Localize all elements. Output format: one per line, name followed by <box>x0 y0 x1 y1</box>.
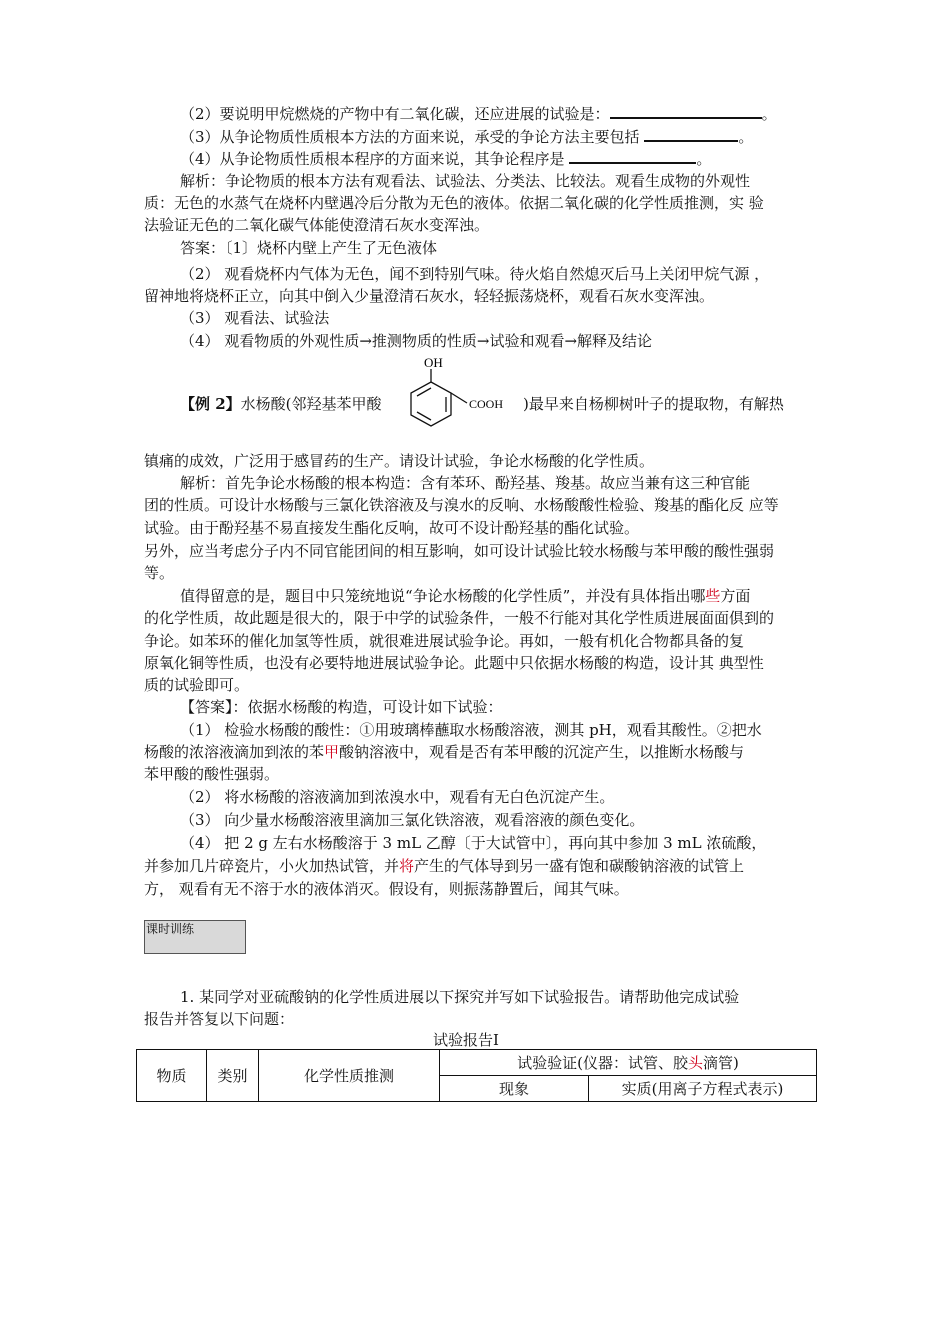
header-verify: 试验验证(仪器：试管、胶头滴管) <box>440 1050 817 1076</box>
note-line: 质的试验即可。 <box>144 676 250 694</box>
example-2-line2: 镇痛的成效，广泛用于感冒药的生产。请设计试验，争论水杨酸的化学性质。 <box>144 452 655 470</box>
note-line: 值得留意的是，题目中只笼统地说“争论水杨酸的化学性质”，并没有具体指出哪些方面 <box>180 587 751 605</box>
question-2: （2）要说明甲烷燃烧的产物中有二氧化碳，还应进展的试验是： 。 <box>180 105 777 123</box>
salicylic-acid-structure <box>405 356 525 444</box>
question-3: （3）从争论物质性质根本方法的方面来说，承受的争论方法主要包括 。 <box>180 128 754 146</box>
example-2-line: 【例 2】水杨酸(邻羟基苯甲酸 <box>180 395 382 413</box>
answer-line: 方， 观看有无不溶于水的液体消灭。假设有，则振荡静置后，闻其气味。 <box>144 880 629 898</box>
analysis-line: 等。 <box>144 564 175 582</box>
report-title: 试验报告Ⅰ <box>433 1031 499 1049</box>
note-line: 的化学性质，故此题是很大的，限于中学的试验条件，一般不行能对其化学性质进展面面俱到的 <box>144 609 775 627</box>
answer-blank <box>610 103 762 119</box>
analysis-line: 试验。由于酚羟基不易直接发生酯化反响，故可不设计酚羟基的酯化试验。 <box>144 519 640 537</box>
question-1: 1. 某同学对亚硫酸钠的化学性质进展以下探究并写如下试验报告。请帮助他完成试验 <box>180 988 740 1006</box>
answer-line: 答案：〔1〕烧杯内壁上产生了无色液体 <box>180 239 438 257</box>
section-tag: 课时训练 <box>144 920 246 954</box>
header-substance: 物质 <box>137 1050 207 1102</box>
answer-blank <box>644 126 738 142</box>
answer-line: （3） 向少量水杨酸溶液里滴加三氯化铁溶液，观看溶液的颜色变化。 <box>180 811 645 829</box>
header-phenomenon: 现象 <box>440 1076 589 1102</box>
example-label: 【例 2】 <box>180 395 241 413</box>
note-line: 原氧化铜等性质，也没有必要特地进展试验争论。此题中只依据水杨酸的构造，设计其 典型性 <box>144 654 764 672</box>
answer-line: （2） 将水杨酸的溶液滴加到浓溴水中，观看有无白色沉淀产生。 <box>180 788 615 806</box>
analysis-line: 团的性质。可设计水杨酸与三氯化铁溶液及与溴水的反响、水杨酸酸性检验、羧基的酯化反 应等 <box>144 496 779 514</box>
analysis-line: 解析：争论物质的根本方法有观看法、试验法、分类法、比较法。观看生成物的外观性 <box>180 172 751 190</box>
answer-line: 并参加几片碎瓷片，小火加热试管，并将产生的气体导到另一盛有饱和碳酸钠溶液的试管上 <box>144 857 745 875</box>
oh-label: OH <box>424 356 443 370</box>
answer-line: （4） 把 2 g 左右水杨酸溶于 3 mL 乙醇〔于大试管中〕，再向其中参加 3 mL 浓硫酸， <box>180 834 767 852</box>
analysis-line: 解析：首先争论水杨酸的根本构造：含有苯环、酚羟基、羧基。故应当兼有这三种官能 <box>180 474 751 492</box>
analysis-line: 质：无色的水蒸气在烧杯内壁遇冷后分散为无色的液体。依据二氧化碳的化学性质推测，实 验 <box>144 194 764 212</box>
example-2-continued: )最早来自杨柳树叶子的提取物，有解热 <box>523 395 784 413</box>
answer-line: 留神地将烧杯正立，向其中倒入少量澄清石灰水，轻轻振荡烧杯，观看石灰水变浑浊。 <box>144 287 715 305</box>
report-table <box>136 1049 817 1102</box>
answer-line: （3） 观看法、试验法 <box>180 309 330 327</box>
answer-line: （1） 检验水杨酸的酸性：①用玻璃棒蘸取水杨酸溶液，测其 pH，观看其酸性。②把水 <box>180 721 762 739</box>
analysis-line: 法验证无色的二氧化碳气体能使澄清石灰水变浑浊。 <box>144 216 490 234</box>
question-4: （4）从争论物质性质根本程序的方面来说，其争论程序是 。 <box>180 150 712 168</box>
header-predict: 化学性质推测 <box>259 1050 440 1102</box>
header-category: 类别 <box>207 1050 259 1102</box>
question-1: 报告并答复以下问题： <box>144 1010 295 1028</box>
analysis-line: 另外，应当考虑分子内不同官能团间的相互影响，如可设计试验比较水杨酸与苯甲酸的酸性强弱 <box>144 542 775 560</box>
answer-line: （2） 观看烧杯内气体为无色，闻不到特别气味。待火焰自然熄灭后马上关闭甲烷气源 ， <box>180 265 770 283</box>
answer-line: 苯甲酸的酸性强弱。 <box>144 765 280 783</box>
answer-line: 杨酸的浓溶液滴加到浓的苯甲酸钠溶液中，观看是否有苯甲酸的沉淀产生，以推断水杨酸与 <box>144 743 745 761</box>
cooh-label: COOH <box>469 397 504 411</box>
answer-blank <box>569 148 696 164</box>
answer-heading: 【答案】：依据水杨酸的构造，可设计如下试验： <box>180 698 503 716</box>
header-essence: 实质(用离子方程式表示) <box>589 1076 817 1102</box>
answer-line: （4） 观看物质的外观性质→推测物质的性质→试验和观看→解释及结论 <box>180 332 653 350</box>
note-line: 争论。如苯环的催化加氢等性质，就很难进展试验争论。再如，一般有机化合物都具备的复 <box>144 632 745 650</box>
